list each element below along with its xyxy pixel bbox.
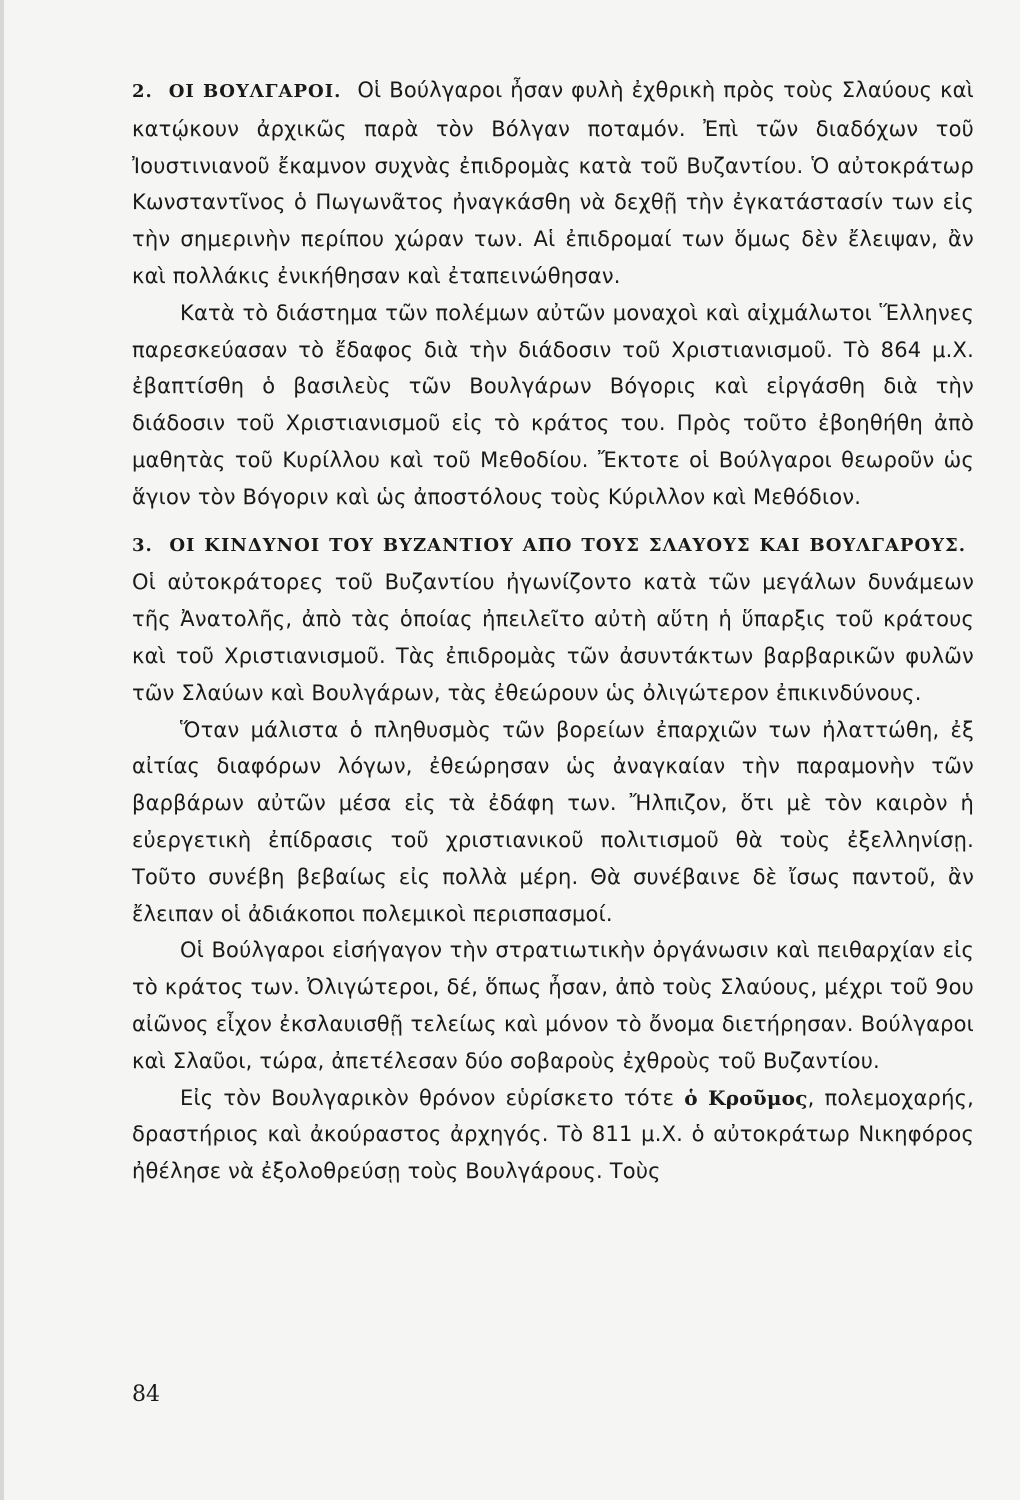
section-2-title: ΟΙ ΒΟΥΛΓΑΡΟΙ. xyxy=(168,81,342,102)
krum-name: ὁ Κροῦμος xyxy=(684,1085,808,1110)
section-3-text-4a: Εἰς τὸν Βουλγαρικὸν θρόνον εὑρίσκετο τότε xyxy=(180,1085,685,1110)
section-3-text-1: Οἱ αὐτοκράτορες τοῦ Βυζαντίου ἠγωνίζοντο κατὰ τῶν μεγάλων δυνάμεων τῆς Ἀνατολῆς, ἀπὸ τὰς ὁποίας ἠπειλεῖτο αὐτὴ αὕτη ἡ ὕπαρξις τοῦ κράτους καὶ τοῦ Χριστιανισμοῦ. Τὰς ἐπιδρομὰς τῶν ἀσυντάκτων βαρβαρικῶν φυλῶν τῶν Σλαύων καὶ Βουλγάρων, τὰς ἐθεώρουν ὡς ὀλιγώτερον ἐπικινδύνους. xyxy=(132,570,974,705)
page-body xyxy=(132,72,974,1190)
section-2-text-1: Οἱ Βούλγαροι ἦσαν φυλὴ ἐχθρικὴ πρὸς τοὺς Σλαύους καὶ κατῴκουν ἀρχικῶς παρὰ τὸν Βόλγαν ποταμόν. Ἐπὶ τῶν διαδόχων τοῦ Ἰουστινιανοῦ ἔκαμνον συχνὰς ἐπιδρομὰς κατὰ τοῦ Βυζαντίου. Ὁ αὐτοκράτωρ Κωνσταντῖνος ὁ Πωγωνᾶτος ἠναγκάσθη νὰ δεχθῇ τὴν ἐγκατάστασίν των εἰς τὴν σημερινὴν περίπου χώραν των. Αἱ ἐπιδρομαί των ὅμως δὲν ἔλειψαν, ἂν καὶ πολλάκις ἐνικήθησαν καὶ ἐταπεινώθησαν. xyxy=(132,78,974,288)
page-edge xyxy=(0,0,4,1500)
section-3-paragraph-2: Ὅταν μάλιστα ὁ πληθυσμὸς τῶν βορείων ἐπαρχιῶν των ἠλαττώθη, ἐξ αἰτίας διαφόρων λόγων, ἐθεώρησαν ὡς ἀναγκαίαν τὴν παραμονὴν τῶν βαρβάρων αὐτῶν μέσα εἰς τὰ ἐδάφη των. Ἤλπιζον, ὅτι μὲ τὸν καιρὸν ἡ εὐεργετικὴ ἐπίδρασις τοῦ χριστιανικοῦ πολιτισμοῦ θὰ τοὺς ἐξελληνίσῃ. Τοῦτο συνέβη βεβαίως εἰς πολλὰ μέρη. Θὰ συνέβαινε δὲ ἴσως παντοῦ, ἂν ἔλειπαν οἱ ἀδιάκοποι πολεμικοὶ περισπασμοί. xyxy=(132,717,974,926)
section-2-number: 2. xyxy=(132,81,153,102)
section-3-paragraph-1 xyxy=(132,526,974,712)
section-3-number: 3. xyxy=(132,534,153,556)
section-3-title: ΟΙ ΚΙΝΔΥΝΟΙ ΤΟΥ ΒΥΖΑΝΤΙΟΥ ΑΠΟ ΤΟΥΣ ΣΛΑΥΟΥΣ ΚΑΙ ΒΟΥΛΓΑΡΟΥΣ. xyxy=(169,534,966,556)
section-3-paragraph-4 xyxy=(132,1080,974,1190)
section-3-paragraph-3: Οἱ Βούλγαροι εἰσήγαγον τὴν στρατιωτικὴν ὀργάνωσιν καὶ πειθαρχίαν εἰς τὸ κράτος των. Ὀλιγώτεροι, δέ, ὅπως ἦσαν, ἀπὸ τοὺς Σλαύους, μέχρι τοῦ 9ου αἰῶνος εἶχον ἐκσλαυισθῇ τελείως καὶ μόνον τὸ ὄνομα διετήρησαν. Βούλγαροι καὶ Σλαῦοι, τώρα, ἀπετέλεσαν δύο σοβαροὺς ἐχθροὺς τοῦ Βυζαντίου. xyxy=(132,938,974,1073)
section-3-text-4b: , πολεμοχαρής, δραστήριος καὶ ἀκούραστος ἀρχηγός. Τὸ 811 μ.Χ. ὁ αὐτοκράτωρ Νικηφόρος ἠθέλησε νὰ ἐξολοθρεύσῃ τοὺς Βουλγάρους. Τοὺς xyxy=(132,1085,974,1184)
section-2-paragraph-1 xyxy=(132,72,974,295)
section-2-paragraph-2: Κατὰ τὸ διάστημα τῶν πολέμων αὐτῶν μοναχοὶ καὶ αἰχμάλωτοι Ἕλληνες παρεσκεύασαν τὸ ἔδαφος διὰ τὴν διάδοσιν τοῦ Χριστιανισμοῦ. Τὸ 864 μ.Χ. ἐβαπτίσθη ὁ βασιλεὺς τῶν Βουλγάρων Βόγορις καὶ εἰργάσθη διὰ τὴν διάδοσιν τοῦ Χριστιανισμοῦ εἰς τὸ κράτος του. Πρὸς τοῦτο ἐβοηθήθη ἀπὸ μαθητὰς τοῦ Κυρίλλου καὶ τοῦ Μεθοδίου. Ἔκτοτε οἱ Βούλγαροι θεωροῦν ὡς ἅγιον τὸν Βόγοριν καὶ ὡς ἀποστόλους τοὺς Κύριλλον καὶ Μεθόδιον. xyxy=(132,300,974,509)
page-number: 84 xyxy=(132,1382,160,1407)
